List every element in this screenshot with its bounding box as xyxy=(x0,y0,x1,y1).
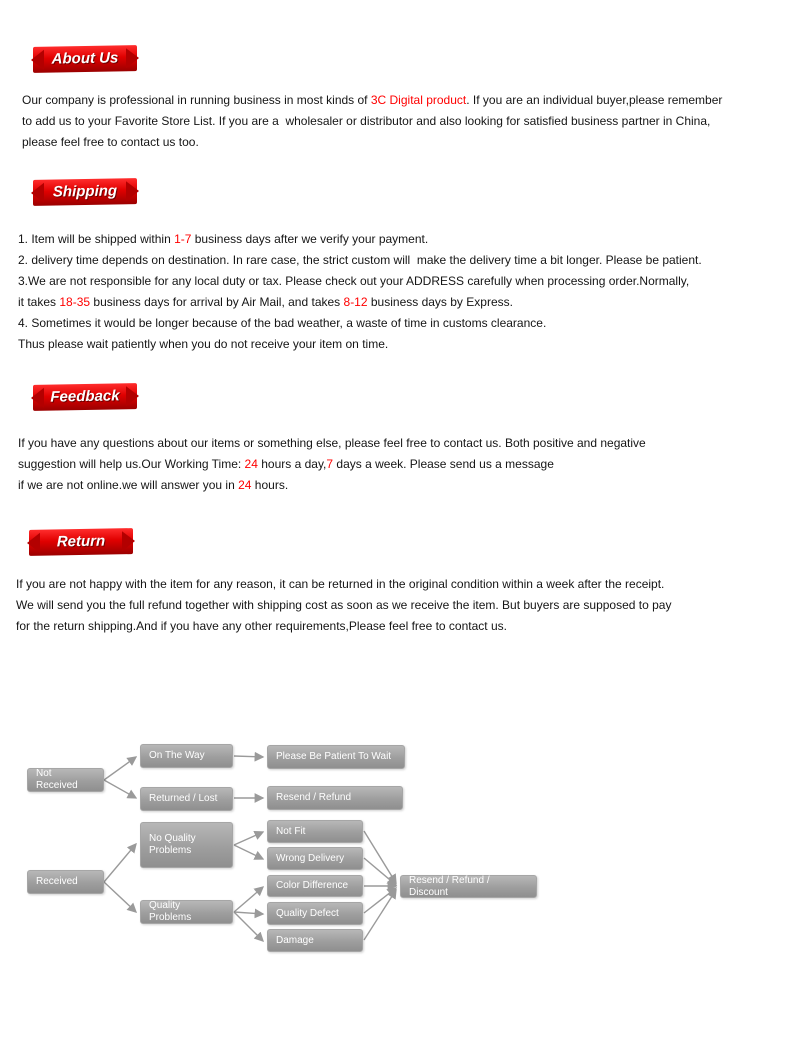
highlight-segment: 18-35 xyxy=(59,295,91,309)
text-segment: if we are not online.we will answer you in xyxy=(18,478,239,492)
flow-arrow xyxy=(364,831,396,883)
flow-arrow xyxy=(104,757,136,780)
flow-node-damage: Damage xyxy=(267,929,363,952)
text-line xyxy=(16,574,671,595)
text-segment: to add us to your Favorite Store List. If you are a wholesaler or distributor and also looking for satisfied business partner in China, xyxy=(22,114,711,128)
flow-arrow xyxy=(364,858,396,885)
highlight-segment: 24 xyxy=(238,478,252,492)
flow-arrow xyxy=(364,888,396,913)
text-segment: . If you are an individual buyer,please remember xyxy=(466,93,723,107)
text-segment: 4. Sometimes it would be longer because of the bad weather, a waste of time in customs clearance. xyxy=(18,316,547,330)
text-line xyxy=(18,229,702,250)
about-us-ribbon xyxy=(33,45,137,73)
highlight-segment: 1-7 xyxy=(174,232,192,246)
flow-node-color-difference: Color Difference xyxy=(267,875,363,897)
highlight-segment: 24 xyxy=(244,457,258,471)
flow-arrow xyxy=(104,882,136,912)
flow-node-wrong-delivery: Wrong Delivery xyxy=(267,847,363,870)
shipping-ribbon xyxy=(33,178,137,206)
text-segment: please feel free to contact us too. xyxy=(22,135,199,149)
feedback-ribbon xyxy=(33,383,137,411)
text-line xyxy=(22,90,722,111)
text-line xyxy=(16,616,671,637)
text-line xyxy=(22,111,722,132)
text-segment: business days for arrival by Air Mail, and takes xyxy=(90,295,344,309)
after-sale-flowchart xyxy=(0,735,560,965)
feedback-text xyxy=(18,433,646,496)
return-ribbon xyxy=(29,528,133,556)
flow-node-received: Received xyxy=(27,870,104,894)
flow-node-not-fit: Not Fit xyxy=(267,820,363,843)
text-segment: 2. delivery time depends on destination. In rare case, the strict custom will make the delivery time a bit longer. Please be patient. xyxy=(18,253,702,267)
about-us-title: About Us xyxy=(51,49,119,68)
flow-arrow xyxy=(104,844,136,882)
text-line xyxy=(18,250,702,271)
flow-node-please-be-patient: Please Be Patient To Wait xyxy=(267,745,405,769)
text-line xyxy=(22,132,722,153)
flow-node-on-the-way: On The Way xyxy=(140,744,233,768)
return-title: Return xyxy=(56,532,106,551)
flow-arrow xyxy=(234,845,263,859)
text-segment: days a week. Please send us a message xyxy=(333,457,554,471)
flow-node-quality-defect: Quality Defect xyxy=(267,902,363,925)
text-segment: it takes xyxy=(18,295,60,309)
flow-arrow xyxy=(234,756,263,757)
text-segment: for the return shipping.And if you have any other requirements,Please feel free to contact us. xyxy=(16,619,507,633)
text-segment: suggestion will help us.Our Working Time: xyxy=(18,457,245,471)
flow-arrow xyxy=(234,832,263,845)
highlight-segment: 7 xyxy=(326,457,334,471)
flow-arrow xyxy=(234,887,263,912)
text-segment: If you have any questions about our items or something else, please feel free to contact us. Both positive and negative xyxy=(18,436,646,450)
flow-node-resend-refund: Resend / Refund xyxy=(267,786,403,810)
text-segment: We will send you the full refund together with shipping cost as soon as we receive the item. But buyers are supposed to pay xyxy=(16,598,672,612)
text-line xyxy=(18,313,702,334)
text-line xyxy=(18,433,646,454)
text-segment: If you are not happy with the item for any reason, it can be returned in the original condition within a week after the receipt. xyxy=(16,577,665,591)
flow-arrow xyxy=(364,890,396,940)
text-segment: business days by Express. xyxy=(367,295,513,309)
text-segment: hours. xyxy=(251,478,289,492)
text-segment: 1. Item will be shipped within xyxy=(18,232,175,246)
text-line xyxy=(18,334,702,355)
text-segment: Thus please wait patiently when you do not receive your item on time. xyxy=(18,337,389,351)
flow-node-not-received: Not Received xyxy=(27,768,104,792)
text-segment: Our company is professional in running business in most kinds of xyxy=(22,93,371,107)
feedback-title: Feedback xyxy=(50,387,120,406)
text-segment: hours a day, xyxy=(257,457,327,471)
shipping-title: Shipping xyxy=(52,182,118,201)
shipping-text xyxy=(18,229,702,355)
flow-node-quality-problems: Quality Problems xyxy=(140,900,233,924)
text-line xyxy=(18,475,646,496)
text-line xyxy=(18,271,702,292)
text-line xyxy=(16,595,671,616)
about-us-text xyxy=(22,90,722,153)
text-line xyxy=(18,292,702,313)
flow-node-resend-refund-discount: Resend / Refund / Discount xyxy=(400,875,537,898)
highlight-segment: 8-12 xyxy=(343,295,368,309)
text-segment: business days after we verify your payment. xyxy=(191,232,429,246)
return-text xyxy=(16,574,671,637)
flow-arrow xyxy=(234,912,263,914)
flow-arrow xyxy=(234,912,263,941)
flow-arrow xyxy=(104,780,136,798)
text-line xyxy=(18,454,646,475)
flow-node-returned-lost: Returned / Lost xyxy=(140,787,233,811)
flow-node-no-quality-problems: No Quality Problems xyxy=(140,822,233,868)
text-segment: 3.We are not responsible for any local duty or tax. Please check out your ADDRESS carefully when processing order.Normally, xyxy=(18,274,690,288)
highlight-segment: 3C Digital product xyxy=(370,93,467,107)
